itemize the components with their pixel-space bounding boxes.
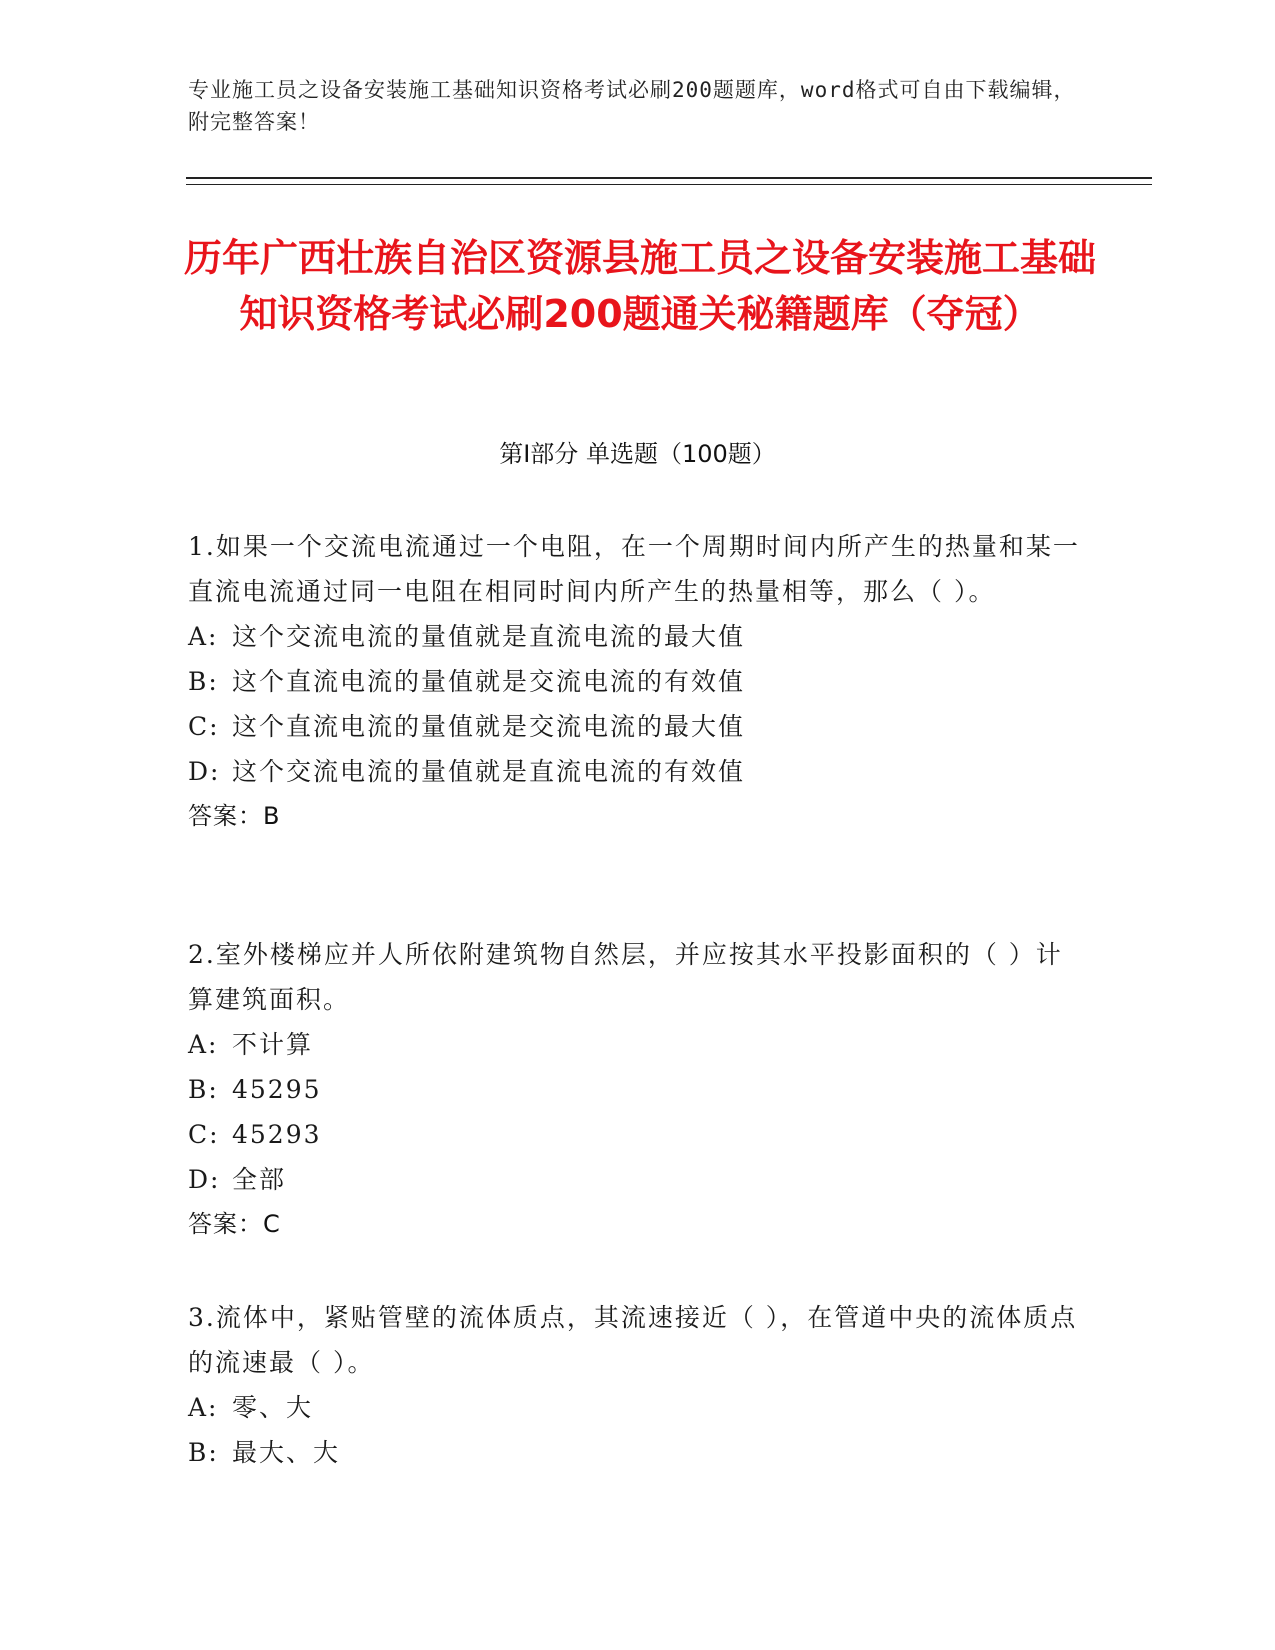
option-text: 这个交流电流的量值就是直流电流的有效值: [232, 757, 746, 786]
option-text: 最大、大: [232, 1438, 341, 1467]
document-title: 历年广西壮族自治区资源县施工员之设备安装施工基础知识资格考试必刷200题通关秘籍题库（夺冠）: [183, 236, 1096, 336]
question-3: [188, 1295, 1088, 1475]
option-b: [188, 1430, 1088, 1475]
option-text: 45293: [232, 1120, 322, 1149]
option-c: [188, 1112, 1088, 1157]
option-text: 45295: [232, 1075, 322, 1104]
header-divider: [186, 177, 1152, 179]
section-heading: 第Ⅰ部分 单选题（100题）: [499, 440, 776, 468]
option-letter: C:: [188, 712, 220, 741]
option-c: [188, 704, 1088, 749]
question-2: [188, 932, 1088, 1247]
option-d: [188, 1157, 1088, 1202]
option-letter: A:: [188, 1393, 219, 1422]
option-letter: D:: [188, 1165, 221, 1194]
question-stem: 1.如果一个交流电流通过一个电阻，在一个周期时间内所产生的热量和某一直流电流通过同一电阻在相同时间内所产生的热量相等，那么（ ）。: [188, 532, 1080, 606]
answer: 答案：C: [188, 1210, 281, 1238]
question-stem: 2.室外楼梯应并人所依附建筑物自然层，并应按其水平投影面积的（ ）计算建筑面积。: [188, 940, 1063, 1014]
option-text: 这个直流电流的量值就是交流电流的最大值: [232, 712, 746, 741]
option-letter: A:: [188, 622, 219, 651]
option-b: [188, 1067, 1088, 1112]
option-a: [188, 1022, 1088, 1067]
option-letter: D:: [188, 757, 221, 786]
header-divider-thin: [186, 184, 1152, 185]
option-a: [188, 614, 1088, 659]
answer: 答案：B: [188, 802, 281, 830]
option-text: 零、大: [232, 1393, 314, 1422]
option-letter: A:: [188, 1030, 219, 1059]
header-note: 专业施工员之设备安装施工基础知识资格考试必刷200题题库，word格式可自由下载编辑，附完整答案！: [188, 78, 1076, 134]
question-stem: 3.流体中，紧贴管壁的流体质点，其流速接近（ ），在管道中央的流体质点的流速最（ ）。: [188, 1303, 1078, 1377]
option-letter: B:: [188, 1075, 219, 1104]
option-text: 这个直流电流的量值就是交流电流的有效值: [232, 667, 746, 696]
option-b: [188, 659, 1088, 704]
question-1: [188, 524, 1088, 839]
option-letter: B:: [188, 1438, 219, 1467]
option-letter: C:: [188, 1120, 220, 1149]
option-d: [188, 749, 1088, 794]
option-text: 不计算: [232, 1030, 314, 1059]
option-text: 这个交流电流的量值就是直流电流的最大值: [232, 622, 746, 651]
option-a: [188, 1385, 1088, 1430]
option-text: 全部: [232, 1165, 287, 1194]
option-letter: B:: [188, 667, 219, 696]
